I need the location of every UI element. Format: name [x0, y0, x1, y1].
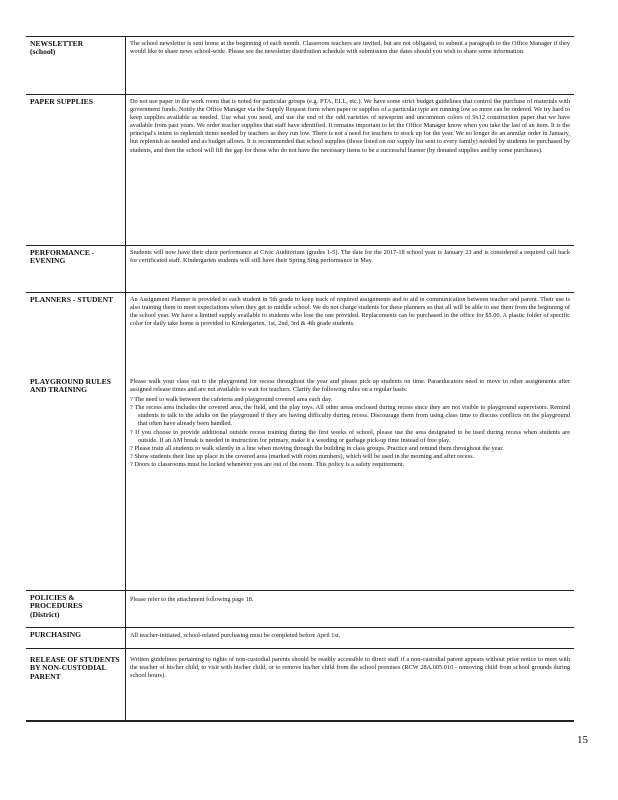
rule — [26, 94, 574, 95]
rule-bottom — [26, 720, 574, 722]
term-paper-supplies: PAPER SUPPLIES — [30, 97, 93, 106]
column-divider — [125, 36, 126, 721]
definition-performance-evening: Students will now have their choir performance at Civic Auditorium (grades 1-5). The date for the 2017-18 school year is January 23 and is considered a required call back for certificated staff. Kindergarten students will still have their Spring Sing performance in May. — [130, 249, 570, 265]
definition-planners-student: An Assignment Planner is provided to each student in 5th grade to keep track of required assignments and to aid in communication between teacher and parent. Their use is also training them to meet expectations when they get to middle school. We do not charge students for these planners so that all will be able to use them from the beginning of the school year. We have a limited supply available to students who lose the one provided. Replacements can be purchased in the office for $5.00. A plastic folder of specific color for daily take home is provided to Kindergarten, 1st, 2nd, 3rd & 4th grade students. — [130, 296, 570, 328]
definition-paper-supplies: Do not use paper in the work room that is noted for particular groups (e.g. PTA, ELL, etc.). We have some strict budget guidelines that control the purchase of materials with government funds. Notify the Office Manager via the Supply Request form when paper or supplies of a particular type are running low so more can be ordered. We try hard to keep supplies available as needed. Use what you need, and use the end of the odd varieties of newsprint and uncommon colors of 9x12 construction paper that we have available from past years. We order teacher supplies that staff have identified. It remains important to let the Office Manager know when you take the last of an item. It is the principal's intent to replenish items needed by teachers as they run low. There is not a need for teachers to stock up for the year. We no longer do an annular order in January, but replenish as needed and as budget allows. It is recommended that school supplies (those listed on our supply list sent to every family) needed by students be purchased by students, and then the school will fill the gap for those who do not have the necessary items to be a successful learner (by donated supplies and by some purchases). — [130, 98, 570, 154]
definition-purchasing: All teacher-initiated, school-related purchasing must be completed before April 1st. — [130, 632, 341, 639]
definition-playground-rules: Please walk your class out to the playground for recess throughout the year and please pick up students on time. Paraeducators need to move to other assignments after assigned release times and are not available to wait for teachers. Clarify the following rules on a regular basis: ? The need to walk between the cafeteria and playground covered area each day. ? The recess area includes the covered area, the field, and the play toys. All other areas enclosed during recess since they are not visible to playground supervisors. Remind students to talk to the adults on the playground if they are having difficulty during recess. Discourage them from using class time to discuss conflicts on the playground that often have already been handled. ? If you choose to provide additional outside recess training during the first weeks of school, please use the area designated to be used during recess when students are outside. If an AM break is needed in instruction for primary, make it a weeding or garbage pick-up time instead of free play. ? Please train all students to walk silently in a line when moving through the building in class groups. Practice and remind them throughout the year. ? Show students their line up place in the covered area (marked with room numbers), which will be used in the morning and after recess. ? Doors to classrooms must be locked whenever you are out of the room. This policy is a safety requirement. — [130, 378, 570, 468]
term-purchasing: PURCHASING — [30, 630, 82, 639]
list-item: ? Show students their line up place in the covered area (marked with room numbers), which will be used in the morning and after recess. — [130, 452, 475, 460]
rule — [26, 627, 574, 628]
list-item: ? The recess area includes the covered area, the field, and the play toys. All other areas enclosed during recess since they are not visible to playground supervisors. Remind students to talk to the adults on the playground if they are having difficulty during recess. Discourage them from using class time to discuss conflicts on the playground that often have already been handled. — [130, 404, 570, 428]
page-number: 15 — [577, 734, 588, 746]
term-newsletter: NEWSLETTER (school) — [30, 39, 84, 57]
list-item: ? The need to walk between the cafeteria and playground covered area each day. — [130, 396, 333, 404]
rule — [26, 590, 574, 591]
term-policies-procedures: POLICIES & PROCEDURES (District) — [30, 593, 83, 619]
rule — [26, 245, 574, 246]
list-item: ? If you choose to provide additional outside recess training during the first weeks of school, please use the area designated to be used during recess when students are outside. If an AM break is needed in instruction for primary, make it a weeding or garbage pick-up time instead of free play. — [130, 428, 570, 444]
term-planners-student: PLANNERS - STUDENT — [30, 295, 114, 304]
definition-release-of-students: Written guidelines pertaining to rights of non-custodial parents should be readily accessible to direct staff if a non-custodial parent appears without prior notice to meet with the teacher of his/her child, to visit with his/her child, or to remove his/her child from the school premises (RCW 28A.605.010 - removing child from school grounds during school hours). — [130, 656, 570, 680]
term-release-of-students: RELEASE OF STUDENTS BY NON-CUSTODIAL PARENT — [30, 655, 120, 681]
term-playground-rules: PLAYGROUND RULES AND TRAINING — [30, 377, 111, 395]
list-item: ? Doors to classrooms must be locked whenever you are out of the room. This policy is a safety requirement. — [130, 460, 405, 468]
definition-policies-procedures: Please refer to the attachment following page 18. — [130, 596, 254, 603]
rule-top — [26, 36, 574, 37]
rule — [26, 292, 574, 293]
term-performance-evening: PERFORMANCE - EVENING — [30, 248, 95, 266]
definition-newsletter: The school newsletter is sent home at the beginning of each month. Classroom teachers are invited, but are not obligated, to submit a paragraph to the Office Manager if they would like to share news school-wide. Please see the newsletter distribution schedule with submission due dates should you wish to share some information. — [130, 40, 570, 56]
rule — [26, 648, 574, 649]
list-item: ? Please train all students to walk silently in a line when moving through the building in class groups. Practice and remind them throughout the year. — [130, 444, 504, 452]
